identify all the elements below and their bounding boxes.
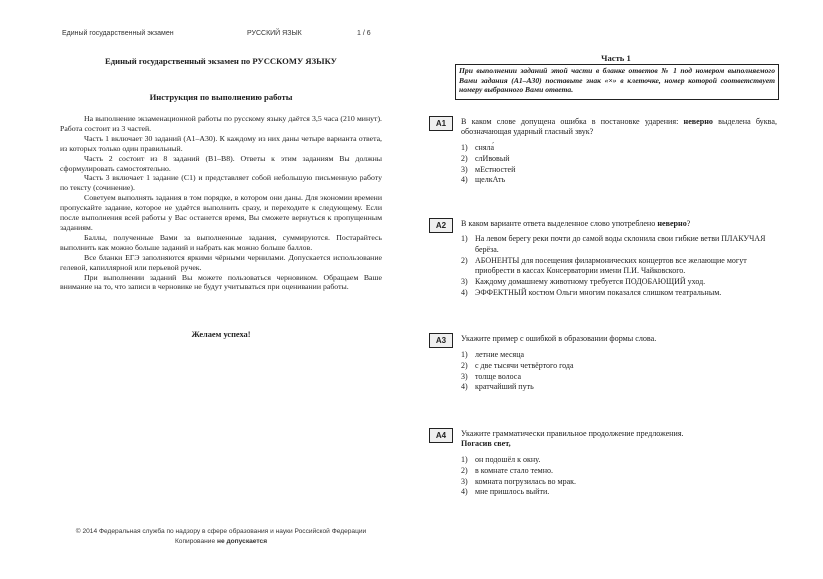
answer-option[interactable]: 4) щелкАть	[461, 175, 506, 185]
answer-option[interactable]: 1) он подошёл к окну.	[461, 455, 541, 464]
answer-options	[461, 455, 777, 498]
answer-option[interactable]: 3) мЕстностей	[461, 164, 516, 174]
instruction-paragraph: Советуем выполнять задания в том порядке, в котором они даны. Для экономии времени пропускайте задание, которое не удаётся выполнить сразу, и переходите к следующему. Если после выполнения всей работы у Вас останется время, Вы сможете вернуться к пропущенным заданиям.	[60, 193, 382, 232]
answer-option[interactable]: 2) АБОНЕНТЫ для посещения филармонических концертов все желающие могут приобрести в кассах Консерватории имени П.И. Чайковского.	[461, 255, 747, 276]
question-text: В каком варианте ответа выделенное слово употреблено неверно?	[461, 219, 691, 228]
answer-option[interactable]: 1) На левом берегу реки почти до самой воды склонила свои гибкие ветви ПЛАКУЧАЯ берёза.	[461, 234, 766, 254]
part-instruction-box: При выполнении заданий этой части в бланке ответов № 1 под номером выполняемого Вами задания (А1–А30) поставьте знак «×» в клеточке, номер которой соответствует номеру выбранного Вами ответа.	[455, 64, 779, 100]
answer-option[interactable]: 4) мне пришлось выйти.	[461, 487, 550, 497]
instruction-paragraph: Баллы, полученные Вами за выполненные задания, суммируются. Постарайтесь выполнить как можно больше заданий и набрать как можно больше баллов.	[60, 232, 382, 252]
answer-option[interactable]: 2) с две тысячи четвёртого года	[461, 360, 574, 370]
question-number: А2	[429, 218, 453, 233]
answer-option[interactable]: 1) сняла́	[461, 143, 495, 152]
instruction-paragraph: Часть 1 включает 30 заданий (А1–А30). К каждому из них даны четыре варианта ответа, из которых только один правильный.	[60, 133, 382, 153]
question-number: А4	[429, 428, 453, 443]
instruction-paragraph: Часть 3 включает 1 задание (С1) и представляет собой небольшую письменную работу по тексту (сочинение).	[60, 173, 382, 193]
instruction-paragraph: При выполнении заданий Вы можете пользоваться черновиком. Обращаем Ваше внимание на то, что записи в черновике не будут учитываться при оценивании работы.	[60, 272, 382, 292]
answer-option[interactable]: 3) толще волоса	[461, 371, 521, 381]
instruction-paragraph: Все бланки ЕГЭ заполняются яркими чёрными чернилами. Допускается использование гелевой, капиллярной или перьевой ручек.	[60, 252, 382, 272]
question-text: В каком слове допущена ошибка в постановке ударения: неверно выделена буква, обозначающая ударный гласный звук?	[461, 117, 777, 137]
answer-option[interactable]: 1) летние месяца	[461, 350, 525, 359]
part-title: Часть 1	[601, 53, 631, 63]
instruction-paragraph: На выполнение экзаменационной работы по русскому языку даётся 3,5 часа (210 минут). Работа состоит из 3 частей.	[60, 114, 382, 133]
answer-option[interactable]: 2) слИвовый	[461, 153, 510, 163]
header-exam: Единый государственный экзамен	[62, 30, 174, 37]
question-subtext: Погасив свет,	[461, 439, 511, 449]
footer-copy-notice: Копирование не допускается	[174, 538, 268, 545]
answer-option[interactable]: 4) ЭФФЕКТНЫЙ костюм Ольги многим показался слишком театральным.	[461, 287, 722, 297]
question-text: Укажите пример с ошибкой в образовании формы слова.	[461, 334, 657, 343]
question-number: А1	[429, 116, 453, 131]
answer-options	[461, 350, 777, 393]
wish-text: Желаем успеха!	[191, 330, 251, 340]
answer-option[interactable]: 2) в комнате стало темно.	[461, 465, 553, 475]
header-subject: РУССКИЙ ЯЗЫК	[247, 30, 302, 37]
answer-options	[461, 234, 777, 299]
answer-option[interactable]: 3) комната погрузилась во мрак.	[461, 476, 577, 486]
document-title: Единый государственный экзамен по РУССКОМУ ЯЗЫКУ	[105, 56, 337, 66]
answer-options	[461, 143, 777, 186]
footer-copyright: © 2014 Федеральная служба по надзору в сфере образования и науки Российской Федерации	[75, 528, 367, 535]
instructions-title: Инструкция по выполнению работы	[149, 92, 293, 102]
left-column	[60, 56, 382, 339]
header-page: 1 / 6	[357, 30, 371, 37]
answer-option[interactable]: 4) кратчайший путь	[461, 382, 534, 392]
question-text: Укажите грамматически правильное продолжение предложения. Погасив свет,	[461, 429, 777, 449]
question-number: А3	[429, 333, 453, 348]
instruction-paragraph: Часть 2 состоит из 8 заданий (В1–В8). Ответы к этим заданиям Вы должны сформулировать самостоятельно.	[60, 153, 382, 173]
answer-option[interactable]: 3) Каждому домашнему животному требуется ПОДОБАЮЩИЙ уход.	[461, 277, 706, 287]
